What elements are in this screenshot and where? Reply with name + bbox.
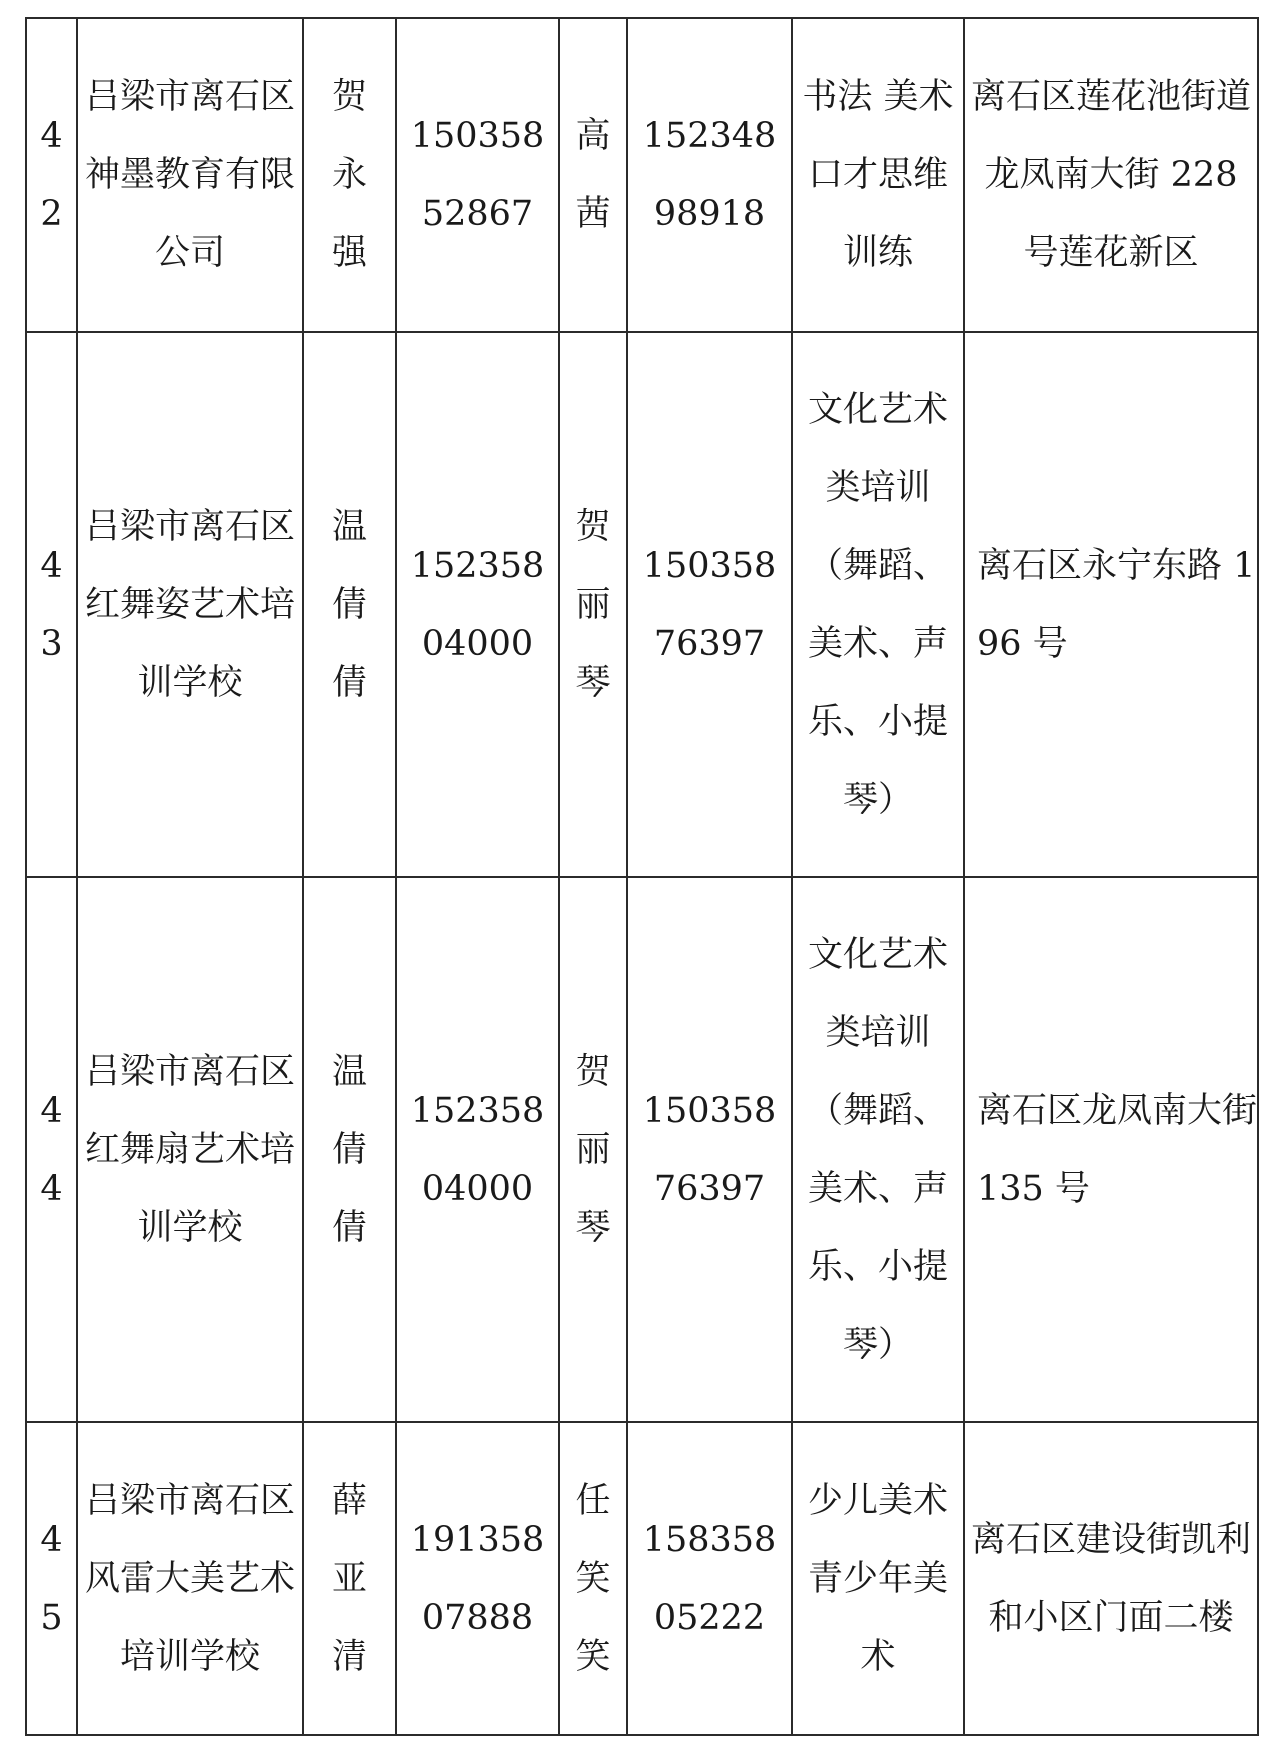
contact-person: 贺 丽 琴 — [559, 877, 627, 1422]
table-row — [26, 18, 1258, 332]
training-scope: 文化艺术类培训（舞蹈、美术、声乐、小提琴） — [792, 877, 964, 1422]
legal-representative: 温 倩 倩 — [303, 877, 396, 1422]
legal-representative: 温 倩 倩 — [303, 332, 396, 877]
contact-person: 贺 丽 琴 — [559, 332, 627, 877]
address: 离石区永宁东路 196 号 — [964, 332, 1258, 877]
contact-phone: 150358 76397 — [627, 877, 792, 1422]
table-row — [26, 877, 1258, 1422]
contact-person: 高 茜 — [559, 18, 627, 332]
contact-person: 任 笑 笑 — [559, 1422, 627, 1735]
table-row — [26, 1422, 1258, 1735]
legal-rep-phone: 152358 04000 — [396, 332, 559, 877]
address: 离石区莲花池街道龙凤南大街 228 号莲花新区 — [964, 18, 1258, 332]
training-scope: 书法 美术 口才思维训练 — [792, 18, 964, 332]
contact-phone: 158358 05222 — [627, 1422, 792, 1735]
registry-table — [25, 17, 1259, 1736]
row-index: 4 3 — [26, 332, 77, 877]
legal-representative: 贺 永 强 — [303, 18, 396, 332]
legal-rep-phone: 152358 04000 — [396, 877, 559, 1422]
address: 离石区龙凤南大街 135 号 — [964, 877, 1258, 1422]
row-index: 4 5 — [26, 1422, 77, 1735]
legal-representative: 薛 亚 清 — [303, 1422, 396, 1735]
org-name: 吕梁市离石区风雷大美艺术培训学校 — [77, 1422, 303, 1735]
contact-phone: 150358 76397 — [627, 332, 792, 877]
org-name: 吕梁市离石区红舞姿艺术培训学校 — [77, 332, 303, 877]
legal-rep-phone: 150358 52867 — [396, 18, 559, 332]
training-scope: 少儿美术 青少年美术 — [792, 1422, 964, 1735]
contact-phone: 152348 98918 — [627, 18, 792, 332]
address: 离石区建设街凯利和小区门面二楼 — [964, 1422, 1258, 1735]
table-row — [26, 332, 1258, 877]
row-index: 4 4 — [26, 877, 77, 1422]
row-index: 4 2 — [26, 18, 77, 332]
legal-rep-phone: 191358 07888 — [396, 1422, 559, 1735]
training-scope: 文化艺术类培训（舞蹈、美术、声乐、小提琴） — [792, 332, 964, 877]
org-name: 吕梁市离石区红舞扇艺术培训学校 — [77, 877, 303, 1422]
org-name: 吕梁市离石区神墨教育有限公司 — [77, 18, 303, 332]
